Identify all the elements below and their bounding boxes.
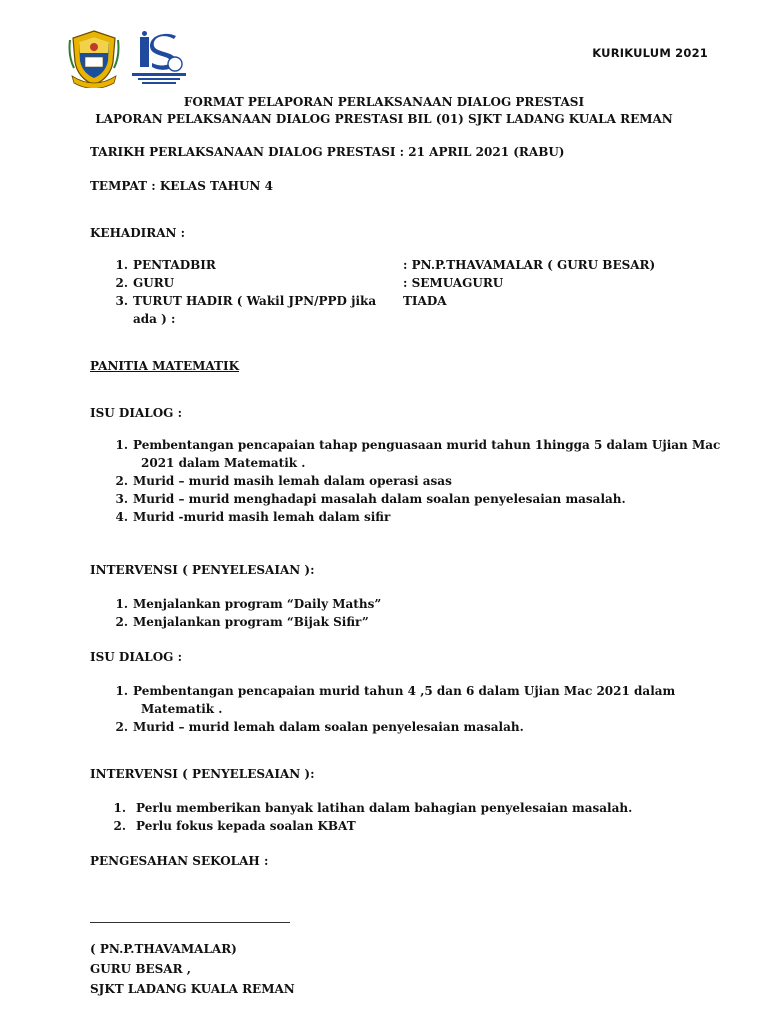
title-line-2: LAPORAN PELAKSANAAN DIALOG PRESTASI BIL (01) SJKT LADANG KUALA REMAN: [95, 112, 673, 126]
panel-heading: PANITIA MATEMATIK: [90, 359, 239, 373]
attendance-item: 1. PENTADBIR : PN.P.THAVAMALAR ( GURU BESAR): [90, 256, 730, 274]
signature-block: [90, 922, 730, 999]
signatory-position: GURU BESAR ,: [90, 962, 191, 976]
list-item: 2. Perlu fokus kepada soalan KBAT: [113, 819, 356, 833]
list-item: 1. Pembentangan pencapaian tahap penguasaan murid tahun 1hingga 5 dalam Ujian Mac 2021 dalam Matematik .: [115, 438, 721, 470]
issue-list-2: [90, 682, 730, 736]
list-item: 1. Pembentangan pencapaian murid tahun 4 ,5 dan 6 dalam Ujian Mac 2021 dalam Matematik .: [115, 684, 676, 716]
attendance-list: [90, 256, 730, 328]
header-logos: [68, 28, 188, 88]
signatory-school: SJKT LADANG KUALA REMAN: [90, 982, 295, 996]
list-item: 2. Menjalankan program “Bijak Sifir”: [115, 615, 369, 629]
list-item: 4. Murid -murid masih lemah dalam sifir: [115, 510, 391, 524]
issue-heading-2: ISU DIALOG :: [90, 650, 182, 664]
document-body: [90, 144, 730, 999]
attendance-label: TURUT HADIR ( Wakil JPN/PPD jika ada ) :: [133, 294, 377, 326]
attendance-item: 3. TURUT HADIR ( Wakil JPN/PPD jika ada ) : TIADA: [90, 292, 730, 328]
intervention-list-1: [90, 595, 730, 631]
issue-heading-1: ISU DIALOG :: [90, 406, 182, 420]
signatory-name: ( PN.P.THAVAMALAR): [90, 942, 237, 956]
list-item: 1. Perlu memberikan banyak latihan dalam bahagian penyelesaian masalah.: [113, 801, 633, 815]
list-item: 2. Murid – murid lemah dalam soalan penyelesaian masalah.: [115, 720, 524, 734]
date-line: TARIKH PERLAKSANAAN DIALOG PRESTASI : 21 APRIL 2021 (RABU): [90, 145, 565, 159]
attendance-item: 2. GURU : SEMUAGURU: [90, 274, 730, 292]
attendance-heading: KEHADIRAN :: [90, 226, 186, 240]
list-item: 3. Murid – murid menghadapi masalah dalam soalan penyelesaian masalah.: [115, 492, 626, 506]
place-line: TEMPAT : KELAS TAHUN 4: [90, 179, 273, 193]
school-crest-logo: [68, 28, 120, 88]
attendance-label: PENTADBIR: [133, 258, 216, 272]
ministry-25-logo: [130, 31, 188, 85]
intervention-heading-2: INTERVENSI ( PENYELESAIAN ):: [90, 767, 315, 781]
intervention-heading-1: INTERVENSI ( PENYELESAIAN ):: [90, 563, 315, 577]
list-item: 1. Menjalankan program “Daily Maths”: [115, 597, 382, 611]
approval-heading: PENGESAHAN SEKOLAH :: [90, 854, 269, 868]
attendance-value: : SEMUAGURU: [403, 276, 504, 290]
title-line-1: FORMAT PELAPORAN PERLAKSANAAN DIALOG PRESTASI: [183, 95, 585, 109]
intervention-list-2: [90, 799, 730, 835]
attendance-value: TIADA: [403, 294, 447, 308]
attendance-value: : PN.P.THAVAMALAR ( GURU BESAR): [403, 258, 656, 272]
issue-list-1: [90, 436, 730, 526]
attendance-label: GURU: [133, 276, 175, 290]
document-title: [0, 94, 768, 128]
curriculum-label: KURIKULUM 2021: [592, 46, 708, 60]
list-item: 2. Murid – murid masih lemah dalam operasi asas: [115, 474, 452, 488]
